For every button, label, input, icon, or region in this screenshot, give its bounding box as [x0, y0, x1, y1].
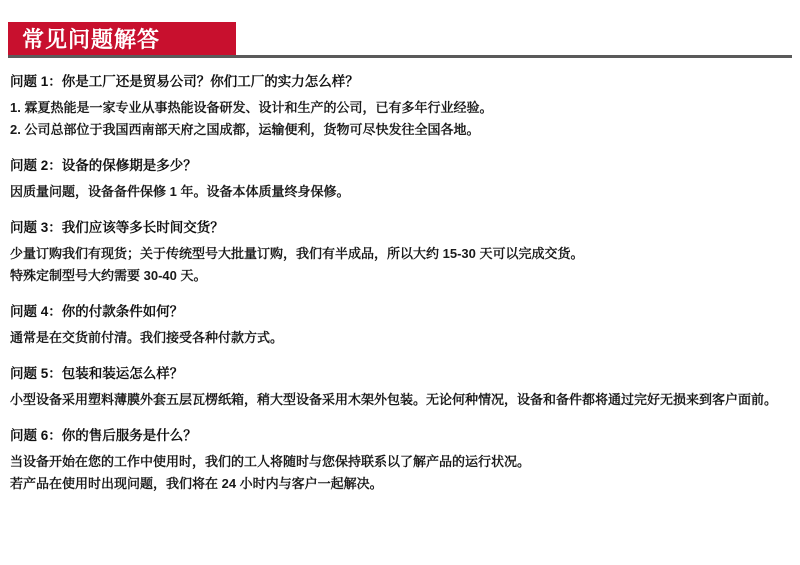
faq-answer-line: 小型设备采用塑料薄膜外套五层瓦楞纸箱，稍大型设备采用木架外包装。无论何种情况，设备和备件都将通过完好无损来到客户面前。: [10, 391, 778, 407]
faq-answer-line: 2. 公司总部位于我国西南部天府之国成都，运输便利，货物可尽快发往全国各地。: [10, 121, 480, 137]
faq-question: 问题 6：你的售后服务是什么？: [10, 427, 197, 443]
faq-item: [10, 364, 790, 410]
faq-question: 问题 4：你的付款条件如何？: [10, 304, 184, 319]
page-title: 常见问题解答: [22, 27, 161, 52]
faq-question: 问题 3：我们应该等多长时间交货？: [10, 219, 224, 235]
faq-item: [10, 218, 790, 286]
faq-item: [10, 302, 790, 348]
faq-item: [10, 72, 790, 140]
faq-answer-line: 少量订购我们有现货；关于传统型号大批量订购，我们有半成品，所以大约 15-30 天可以完成交货。: [10, 245, 584, 261]
faq-list: [10, 72, 790, 510]
faq-answer-line: 1. 霖夏热能是一家专业从事热能设备研发、设计和生产的公司，已有多年行业经验。: [10, 99, 493, 115]
faq-answer-line: 当设备开始在您的工作中使用时，我们的工人将随时与您保持联系以了解产品的运行状况。: [10, 453, 531, 469]
faq-question: 问题 1：你是工厂还是贸易公司？你们工厂的实力怎么样？: [10, 74, 359, 89]
faq-question: 问题 2：设备的保修期是多少？: [10, 158, 197, 174]
faq-answer-line: 特殊定制型号大约需要 30-40 天。: [10, 267, 207, 283]
faq-answer-line: 通常是在交货前付清。我们接受各种付款方式。: [10, 329, 284, 345]
title-divider: [8, 55, 792, 58]
page-title-banner: [8, 22, 236, 58]
faq-item: [10, 156, 790, 202]
faq-item: [10, 426, 790, 494]
faq-question: 问题 5：包装和装运怎么样？: [10, 365, 184, 381]
faq-answer-line: 因质量问题，设备备件保修 1 年。设备本体质量终身保修。: [10, 183, 350, 199]
faq-answer-line: 若产品在使用时出现问题，我们将在 24 小时内与客户一起解决。: [10, 475, 383, 491]
